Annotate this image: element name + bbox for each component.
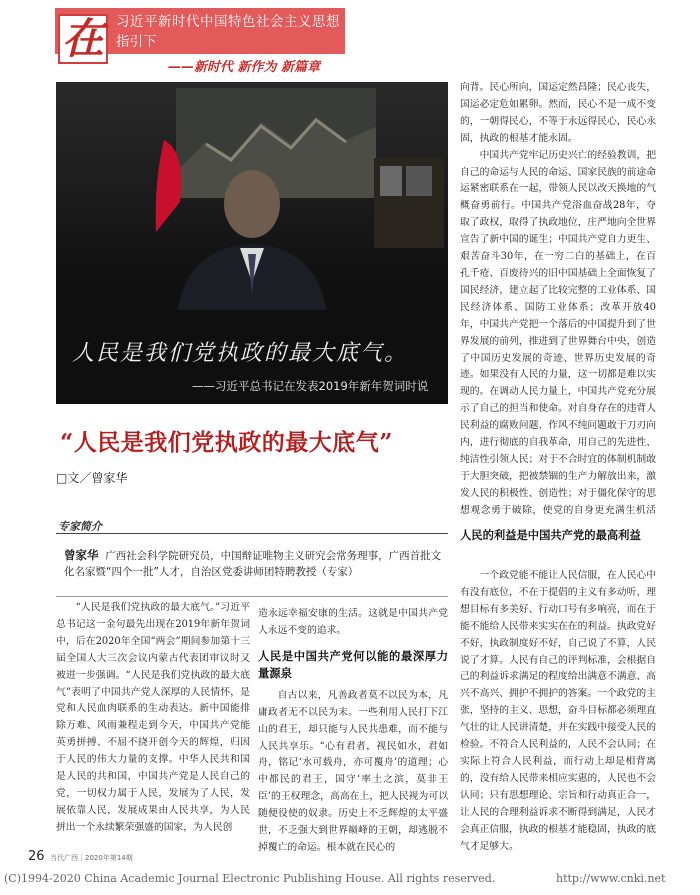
- magazine-issue: 当代广西｜2020年第14期: [50, 854, 133, 862]
- page-number: 26: [28, 849, 45, 864]
- paragraph: 中国共产党牢记历史兴亡的经验教训，把自己的命运与人民的命运、国家民族的前途命运紧密联系在一起，带领人民以改天换地的气概奋勇前行。中国共产党浴血奋战28年，夺取了政权，取得了执政地位，庄严地向全世界宣告了新中国的诞生；中国共产党自力更生、艰苦奋斗30年，在一穷二白的基础上，在百孔千疮、百废待兴的旧中国基础上全面恢复了国民经济，建立起了比较完整的工业体系、国民经济体系、国防工业体系；改革开放40年，中国共产党把一个落后的中国提升到了世界发展的前列，推进到了世界舞台中央，创造了中国历史发展的奇迹、世界历史发展的奇迹。如果没有人民的力量，这一切都是难以实现的。在调动人民力量上，中国共产党充分展示了自己的担当和使命。对自身存在的违背人民利益的腐败问题、作风不纯问题敢于刀刃向内，进行彻底的自我革命，用自己的先进性、纯洁性引领人民；对于不合时宜的体制机制敢于大胆突破，把被禁锢的生产力解放出来，激发人民的积极性、创造性；对于僵化保守的思想观念勇于破除，使党的自身更充满生机活: [460, 149, 656, 515]
- paragraph: 一个政党能不能让人民信服，在人民心中有没有底位，不在于提倡的主义有多动听、理想目标有多美好、行动口号有多响亮，而在于能不能给人民带来实实在在的利益。执政党好不好，执政制度好不好，自己说了不算，人民说了才算。人民有自己的评判标准，会根据自己的利益诉求满足的程度给出满意不满意、高兴不高兴、拥护不拥护的答案。一个政党的主张，坚持的主义、思想，奋斗目标都必须理直气壮的让人民讲清楚，并在实践中接受人民的检验。不符合人民利益的，人民不会认同；在实际上符合人民利益，而行动上却是相背离的，没有给人民带来相应实惠的，人民也不会认同；只有思想理论、宗旨和行动真正合一，让人民的合理利益诉求不断得到满足，人民才会真正信服，执政的根基才能稳固，执政的底气才足够大。: [460, 570, 656, 852]
- column-slogan: ——新时代 新作为 新篇章: [168, 60, 321, 75]
- photo-quote: 人民是我们党执政的最大底气。: [72, 341, 409, 366]
- column-badge-char: 在: [61, 14, 104, 63]
- profile-label: 专家简介: [58, 520, 102, 533]
- paragraph: 自古以来，凡善政者莫不以民为本，凡庸政者无不以民为末。一些利用人民打下江山的君王，却只能与人民共患难，而不能与人民共享乐。“心有君者，视民如水，君如舟，铭记‘水可载舟，亦可覆舟’的道理；心中都民的君王，国守‘率土之滨，莫非王臣’的王权理念，高高在上，把人民视为可以随便役使的奴隶。历史上不乏辉煌的太平盛世，不乏强大到世界巅峰的王朝，却逃脱不掉覆亡的命运。根本就在民心的: [258, 689, 448, 853]
- column-title-line2: 指引下: [116, 34, 157, 50]
- photo-attribution: ——习近平总书记在发表2019年新年贺词时说: [192, 379, 429, 393]
- section-heading: 人民是中国共产党何以能的最深厚力量源泉: [258, 649, 448, 680]
- article-byline: □文／曾家华: [56, 471, 128, 485]
- section-heading: 人民的利益是中国共产党的最高利益: [460, 529, 641, 542]
- body-column-middle: [258, 606, 448, 858]
- portrait-head: [224, 170, 280, 238]
- photo-frame: [406, 166, 432, 196]
- body-column-right-bottom: [460, 568, 656, 863]
- paragraph: 造永远幸福安康的生活。这就是中国共产党人永远不变的追求。: [258, 608, 448, 636]
- photo-frame: [380, 166, 402, 196]
- source-url: http://www.cnki.net: [556, 872, 666, 885]
- divider: [56, 533, 448, 534]
- column-title-line1: 习近平新时代中国特色社会主义思想: [116, 14, 340, 30]
- copyright-notice: (C)1994-2020 China Academic Journal Electronic Publishing House. All rights reserved.: [4, 872, 496, 885]
- profile-text: [64, 547, 444, 580]
- paragraph: 向背。民心所向，国运定然昌隆；民心丧失，国运必定危如累卵。然而，民心不是一成不变的，一朝得民心，不等于永远得民心，民心永固，执政的根基才能永固。: [460, 82, 656, 144]
- body-column-left: [56, 600, 250, 858]
- profile-description: 广西社会科学院研究员，中国辩证唯物主义研究会常务理事，广西首批文化名家暨“四个一批”人才，自治区党委讲师团特聘教授（专家）: [64, 550, 442, 578]
- paragraph: “人民是我们党执政的最大底气。”习近平总书记这一金句最先出现在2019年新年贺词中，后在2020年全国“两会”期间参加第十三届全国人大三次会议内蒙古代表团审议时又被进一步强调。“人民是我们党执政的最大底气”表明了中国共产党人深厚的人民情怀，是党和人民血肉联系的生动表达。新中国能排除万难、风雨兼程走到今天，中国共产党能英勇拼搏、不屈不挠开创今天的辉煌，归因于人民的伟大力量的支撑。中华人民共和国是人民的共和国，中国共产党是人民自己的党，一切权力属于人民，发展为了人民，发展依靠人民，发展成果由人民共享，为人民拼出一个永续繁荣强盛的国家，为人民创: [56, 602, 250, 833]
- body-column-right-top: [460, 80, 656, 515]
- divider: [56, 596, 448, 597]
- article-title: “人民是我们党执政的最大底气”: [60, 429, 393, 456]
- profile-name: 曾家华: [64, 548, 99, 562]
